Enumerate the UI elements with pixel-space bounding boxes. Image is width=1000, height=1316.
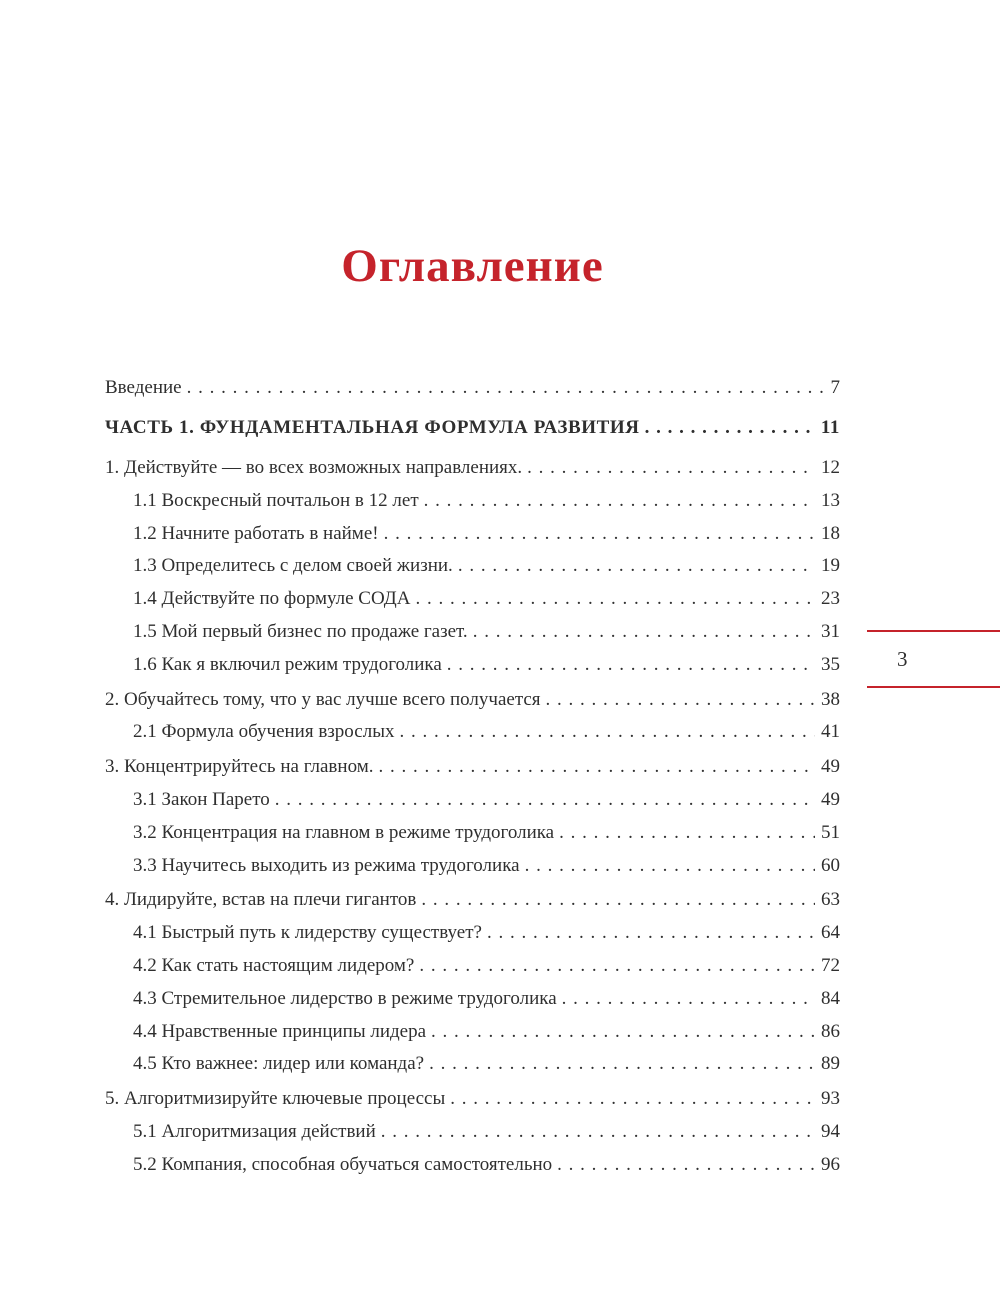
toc-entry xyxy=(105,518,840,551)
toc-page-number: 86 xyxy=(821,1020,840,1042)
toc-entry xyxy=(105,1149,840,1182)
toc-list xyxy=(105,372,840,1181)
toc-entry-text: 4.1 Быстрый путь к лидерству существует? xyxy=(133,922,482,944)
toc-entry-text: 1.3 Определитесь с делом своей жизни. xyxy=(133,555,453,577)
toc-page-number: 63 xyxy=(821,889,840,911)
toc-entry xyxy=(105,583,840,616)
toc-entry-text: 1.5 Мой первый бизнес по продаже газет. xyxy=(133,620,468,642)
toc-entry-text: 2. Обучайтесь тому, что у вас лучше всего получается xyxy=(105,688,541,710)
toc-entry xyxy=(105,784,840,817)
toc-entry xyxy=(105,372,840,405)
toc-dot-leader xyxy=(415,583,815,616)
toc-dot-leader xyxy=(562,983,815,1016)
toc-page-number: 23 xyxy=(821,588,840,610)
toc-entry-text: 3. Концентрируйтесь на главном. xyxy=(105,756,374,778)
toc-page-number: 7 xyxy=(830,377,840,399)
toc-entry xyxy=(105,1048,840,1081)
toc-dot-leader xyxy=(379,751,816,784)
toc-page-number: 18 xyxy=(821,522,840,544)
toc-page-number: 13 xyxy=(821,489,840,511)
toc-entry xyxy=(105,616,840,649)
toc-entry-text: 4.4 Нравственные принципы лидера xyxy=(133,1020,427,1042)
toc-entry-text: 4.5 Кто важнее: лидер или команда? xyxy=(133,1053,425,1075)
toc-dot-leader xyxy=(431,1016,815,1049)
toc-entry xyxy=(105,452,840,485)
toc-dot-leader xyxy=(525,850,815,883)
toc-entry-text: 2.1 Формула обучения взрослых xyxy=(133,721,395,743)
toc-entry-text: 1. Действуйте — во всех возможных направлениях. xyxy=(105,456,523,478)
toc-entry-text: 1.4 Действуйте по формуле СОДА xyxy=(133,588,411,610)
toc-entry-text: 4.3 Стремительное лидерство в режиме трудоголика xyxy=(133,987,557,1009)
toc-entry xyxy=(105,684,840,717)
toc-dot-leader xyxy=(424,485,815,518)
toc-entry-text: 5.2 Компания, способная обучаться самостоятельно xyxy=(133,1153,553,1175)
toc-entry xyxy=(105,1083,840,1116)
toc-entry xyxy=(105,550,840,583)
toc-dot-leader xyxy=(559,817,815,850)
toc-entry xyxy=(105,1016,840,1049)
toc-entry xyxy=(105,751,840,784)
toc-entry-text: 3.3 Научитесь выходить из режима трудоголика xyxy=(133,854,520,876)
toc-entry xyxy=(105,485,840,518)
toc-page-number: 60 xyxy=(821,854,840,876)
toc-dot-leader xyxy=(421,884,815,917)
toc-entry xyxy=(105,649,840,682)
toc-page-number: 49 xyxy=(821,788,840,810)
toc-dot-leader xyxy=(381,1116,815,1149)
toc-dot-leader xyxy=(187,372,825,405)
toc-page-number: 72 xyxy=(821,954,840,976)
toc-dot-leader xyxy=(487,917,815,950)
toc-entry-text: 3.1 Закон Парето xyxy=(133,788,270,810)
toc-entry-text: 1.6 Как я включил режим трудоголика xyxy=(133,653,442,675)
toc-dot-leader xyxy=(473,616,815,649)
toc-entry-text: 1.2 Начните работать в найме! xyxy=(133,522,379,544)
toc-dot-leader xyxy=(645,412,815,445)
page-marker-rule-bottom xyxy=(867,686,1000,688)
toc-entry xyxy=(105,850,840,883)
toc-page-number: 94 xyxy=(821,1120,840,1142)
toc-entry-text: 4. Лидируйте, встав на плечи гигантов xyxy=(105,889,417,911)
page-number: 3 xyxy=(897,646,908,671)
toc-page-number: 51 xyxy=(821,821,840,843)
toc-page-number: 35 xyxy=(821,653,840,675)
toc-page-number: 89 xyxy=(821,1053,840,1075)
toc-page-number: 41 xyxy=(821,721,840,743)
toc-dot-leader xyxy=(557,1149,815,1182)
toc-page-number: 93 xyxy=(821,1088,840,1110)
toc-page-number: 49 xyxy=(821,756,840,778)
toc-entry-text: 4.2 Как стать настоящим лидером? xyxy=(133,954,415,976)
toc-dot-leader xyxy=(419,950,815,983)
toc-entry xyxy=(105,817,840,850)
toc-entry xyxy=(105,884,840,917)
toc-dot-leader xyxy=(384,518,815,551)
toc-entry xyxy=(105,1116,840,1149)
toc-dot-leader xyxy=(546,684,815,717)
toc-entry-text: 5.1 Алгоритмизация действий xyxy=(133,1120,376,1142)
toc-page-number: 11 xyxy=(820,417,840,439)
toc-page-number: 64 xyxy=(821,922,840,944)
toc-entry-text: 5. Алгоритмизируйте ключевые процессы xyxy=(105,1088,446,1110)
toc-entry-text: ЧАСТЬ 1. ФУНДАМЕНТАЛЬНАЯ ФОРМУЛА РАЗВИТИЯ xyxy=(105,417,640,439)
toc-entry-text: Введение xyxy=(105,377,182,399)
toc-entry-text: 3.2 Концентрация на главном в режиме трудоголика xyxy=(133,821,555,843)
page-title: Оглавление xyxy=(341,240,604,292)
toc-entry xyxy=(105,917,840,950)
page-number-marker xyxy=(867,630,1000,688)
toc-page-number: 96 xyxy=(821,1153,840,1175)
toc-entry xyxy=(105,983,840,1016)
toc-dot-leader xyxy=(458,550,815,583)
toc-dot-leader xyxy=(275,784,815,817)
toc-page-number: 84 xyxy=(821,987,840,1009)
toc-entry xyxy=(105,950,840,983)
toc-dot-leader xyxy=(450,1083,815,1116)
toc-page-number: 19 xyxy=(821,555,840,577)
toc-part-heading xyxy=(105,412,840,445)
toc-page-number: 31 xyxy=(821,620,840,642)
toc-dot-leader xyxy=(429,1048,815,1081)
toc-dot-leader xyxy=(399,716,815,749)
toc-entry-text: 1.1 Воскресный почтальон в 12 лет xyxy=(133,489,419,511)
toc-page-number: 12 xyxy=(821,456,840,478)
toc-dot-leader xyxy=(527,452,815,485)
toc-dot-leader xyxy=(447,649,815,682)
toc-page-number: 38 xyxy=(821,688,840,710)
toc-entry xyxy=(105,716,840,749)
